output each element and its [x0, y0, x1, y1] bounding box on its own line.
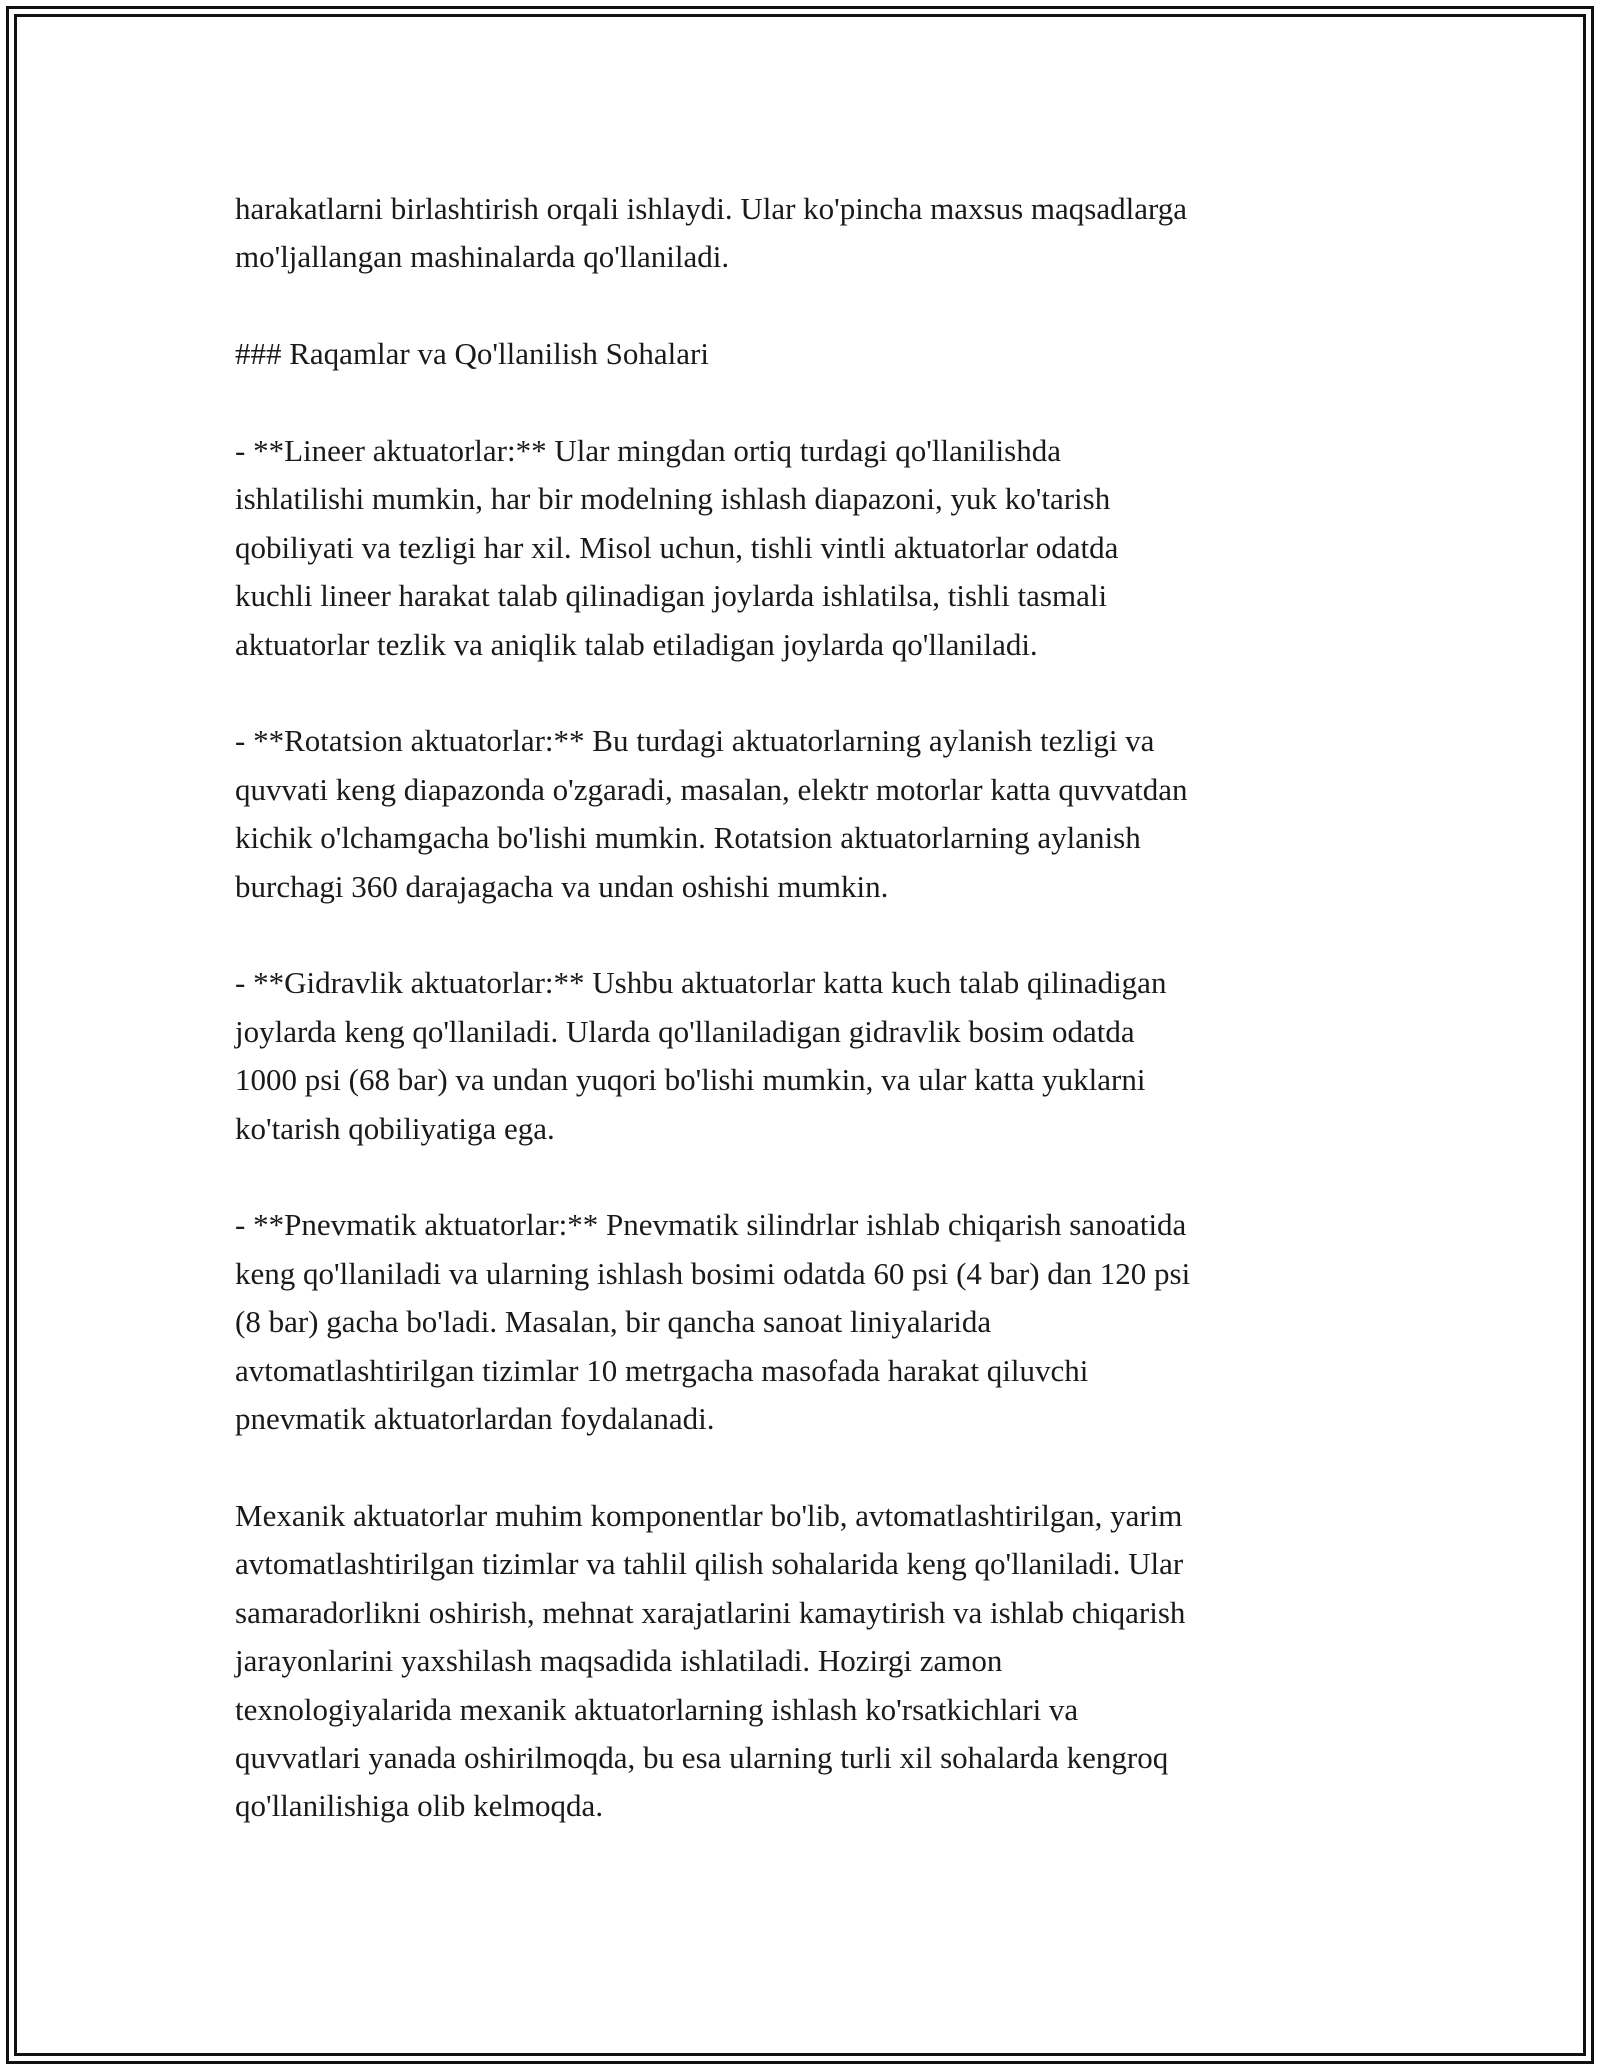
paragraph-item-rotary — [235, 717, 1375, 911]
text-line: 1000 psi (68 bar) va undan yuqori bo'lishi mumkin, va ular katta yuklarni — [235, 1062, 1146, 1098]
text-line: texnologiyalarida mexanik aktuatorlarning ishlash ko'rsatkichlari va — [235, 1691, 1079, 1727]
text-line: - **Gidravlik aktuatorlar:** Ushbu aktuatorlar katta kuch talab qilinadigan — [235, 965, 1167, 1001]
text-line: aktuatorlar tezlik va aniqlik talab etiladigan joylarda qo'llaniladi. — [235, 626, 1038, 662]
text-line: (8 bar) gacha bo'ladi. Masalan, bir qancha sanoat liniyalarida — [235, 1304, 992, 1340]
text-line: qobiliyati va tezligi har xil. Misol uchun, tishli vintli aktuatorlar odatda — [235, 529, 1119, 565]
paragraph-conclusion — [235, 1492, 1375, 1831]
paragraph-item-pneumatic — [235, 1201, 1375, 1443]
text-line: - **Rotatsion aktuatorlar:** Bu turdagi aktuatorlarning aylanish tezligi va — [235, 723, 1155, 759]
text-line: keng qo'llaniladi va ularning ishlash bosimi odatda 60 psi (4 bar) dan 120 psi — [235, 1255, 1191, 1291]
text-line: quvvati keng diapazonda o'zgaradi, masalan, elektr motorlar katta quvvatdan — [235, 771, 1188, 807]
paragraph-section-heading — [235, 330, 1375, 378]
text-line: kichik o'lchamgacha bo'lishi mumkin. Rotatsion aktuatorlarning aylanish — [235, 820, 1141, 856]
text-line: quvvatlari yanada oshirilmoqda, bu esa ularning turli xil sohalarda kengroq — [235, 1739, 1169, 1775]
text-line: burchagi 360 darajagacha va undan oshishi mumkin. — [235, 868, 889, 904]
paragraph-item-linear — [235, 427, 1375, 669]
paragraph-item-hydraulic — [235, 959, 1375, 1153]
text-line: avtomatlashtirilgan tizimlar va tahlil qilish sohalarida keng qo'llaniladi. Ular — [235, 1546, 1184, 1582]
text-line: qo'llanilishiga olib kelmoqda. — [235, 1788, 604, 1824]
paragraph-intro-continuation — [235, 185, 1375, 282]
text-line: harakatlarni birlashtirish orqali ishlaydi. Ular ko'pincha maxsus maqsadlarga — [235, 191, 1187, 226]
text-line: avtomatlashtirilgan tizimlar 10 metrgacha masofada harakat qiluvchi — [235, 1352, 1089, 1388]
text-line: ko'tarish qobiliyatiga ega. — [235, 1110, 555, 1146]
text-line: ### Raqamlar va Qo'llanilish Sohalari — [235, 336, 709, 372]
document-body — [235, 185, 1375, 1831]
text-line: samaradorlikni oshirish, mehnat xarajatlarini kamaytirish va ishlab chiqarish — [235, 1594, 1186, 1630]
text-line: jarayonlarini yaxshilash maqsadida ishlatiladi. Hozirgi zamon — [235, 1643, 1003, 1679]
text-line: - **Pnevmatik aktuatorlar:** Pnevmatik silindrlar ishlab chiqarish sanoatida — [235, 1207, 1187, 1243]
text-line: Mexanik aktuatorlar muhim komponentlar bo'lib, avtomatlashtirilgan, yarim — [235, 1497, 1183, 1533]
text-line: mo'ljallangan mashinalarda qo'llaniladi. — [235, 239, 730, 275]
text-line: - **Lineer aktuatorlar:** Ular mingdan ortiq turdagi qo'llanilishda — [235, 433, 1061, 468]
text-line: pnevmatik aktuatorlardan foydalanadi. — [235, 1401, 715, 1437]
text-line: kuchli lineer harakat talab qilinadigan joylarda ishlatilsa, tishli tasmali — [235, 578, 1108, 614]
text-line: joylarda keng qo'llaniladi. Ularda qo'llaniladigan gidravlik bosim odatda — [235, 1013, 1135, 1049]
text-line: ishlatilishi mumkin, har bir modelning ishlash diapazoni, yuk ko'tarish — [235, 481, 1111, 517]
